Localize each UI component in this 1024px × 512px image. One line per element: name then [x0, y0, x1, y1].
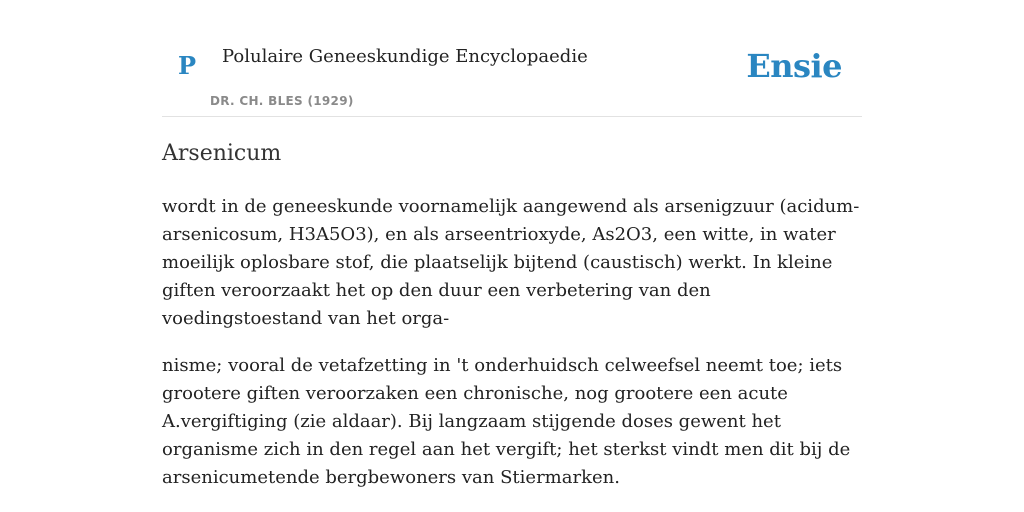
publication-title[interactable]: Polulaire Geneeskundige Encyclopaedie: [222, 46, 588, 67]
article-paragraph: wordt in de geneeskunde voornamelijk aangewend als arsenigzuur (acidum-arsenicosum, H3A5O3), en als arseentrioxyde, As2O3, een witte, in water moeilijk oplosbare stof, die plaatselijk bijtend (caustisch) werkt. In kleine giften veroorzaakt het op den duur een verbetering van den voedingstoestand van het orga-: [162, 196, 860, 329]
publication-author: DR. CH. BLES (1929): [210, 94, 354, 108]
ensie-logo-link[interactable]: Ensie: [746, 47, 842, 85]
publication-logo[interactable]: P: [178, 51, 197, 80]
article-title: Arsenicum: [162, 141, 282, 166]
article-paragraph: nisme; vooral de vetafzetting in 't onderhuidsch celweefsel neemt toe; iets grootere giften veroorzaken een chronische, nog grootere een acute A.vergiftiging (zie aldaar). Bij langzaam stijgende doses gewent het organisme zich in den regel aan het vergift; het sterkst vindt men dit bij de arsenicumetende bergbewoners van Stiermarken.: [162, 355, 851, 488]
article: [162, 138, 862, 492]
publication-header: [162, 0, 862, 117]
